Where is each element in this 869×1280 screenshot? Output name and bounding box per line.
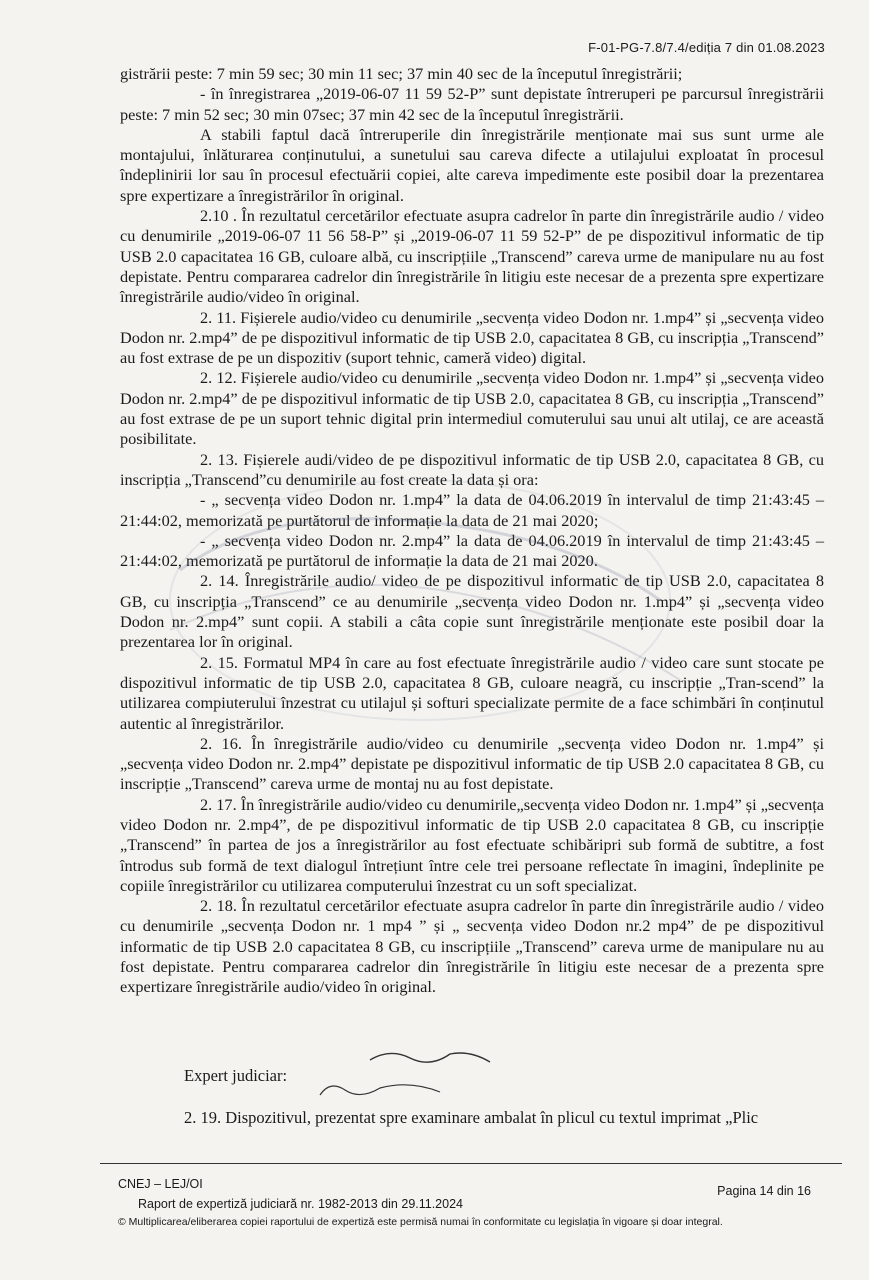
paragraph-original-required: A stabili faptul dacă întreruperile din înregistrările menționate mai sus sunt urme ale montajului, înlăturarea conținutului, a sunetului sau careva difecte a utilajului exploatat în procesul îndeplinirii lor sau în procesul efectuării copiei, alte careva impedimente este posibil doar la prezentarea spre expertizare a înregistrărilor în original. (120, 124, 824, 205)
paragraph-2-11: 2. 11. Fișierele audio/video cu denumirile „secvența video Dodon nr. 1.mp4” și „secvența video Dodon nr. 2.mp4” de pe dispozitivul informatic de tip USB 2.0, capacitatea 8 GB, cu inscripția „Transcend” au fost extrase de pe un dispozitiv (suport tehnic, cameră video) digital. (120, 307, 824, 368)
paragraph-2-18: 2. 18. În rezultatul cercetărilor efectuate asupra cadrelor în parte din înregistrările audio / video cu denumirile „secvența Dodon nr. 1 mp4 ” și „ secvența video Dodon nr.2 mp4” de pe dispozitivul informatic de tip USB 2.0 capacitatea 8 GB, cu inscripțiile „Transcend” careva urme de manipulare nu au fost depistate. Pentru compararea cadrelor din înregistrările în litigiu este necesar de a prezenta spre expertizare înregistrările audio/video în original. (120, 896, 824, 997)
paragraph-2-19: 2. 19. Dispozitivul, prezentat spre examinare ambalat în plicul cu textul imprimat „Plic (184, 1108, 759, 1127)
expert-label: Expert judiciar: (184, 1066, 288, 1085)
footer-divider (100, 1163, 842, 1164)
copyright-notice: © Multiplicarea/eliberarea copiei raportului de expertiză este permisă numai în conformitate cu legislația în vigoare și doar integral. (118, 1216, 723, 1228)
paragraph-2-13-item-2: - „ secvența video Dodon nr. 2.mp4” la data de 04.06.2019 în intervalul de timp 21:43:45 – 21:44:02, memorizată pe purtătorul de informație la data de 21 mai 2020. (120, 530, 824, 571)
footer-org: CNEJ – LEJ/OI (118, 1177, 203, 1191)
paragraph-2-16: 2. 16. În înregistrările audio/video cu denumirile „secvența video Dodon nr. 1.mp4” și „secvența video Dodon nr. 2.mp4” depistate pe dispozitivul informatic de tip USB 2.0 capacitatea 8 GB, cu inscripție „Transcend” careva urme de montaj nu au fost depistate. (120, 733, 824, 794)
paragraph-continuation: gistrării peste: 7 min 59 sec; 30 min 11 sec; 37 min 40 sec de la începutul înregistrării; (120, 64, 683, 83)
paragraph-2-15: 2. 15. Formatul MP4 în care au fost efectuate înregistrările audio / video care sunt stocate pe dispozitivul informatic de tip USB 2.0, capacitatea 8 GB, culoare neagră, cu inscripție „Tran-scend” la utilizarea compiuterului înzestrat cu utilajul și softuri specializate permite de a face schimbări în conținutul autentic al înregistrărilor. (120, 652, 824, 733)
paragraph-2-13: 2. 13. Fișierele audi/video de pe dispozitivul informatic de tip USB 2.0, capacitatea 8 GB, cu inscripția „Transcend”cu denumirile au fost create la data și ora: (120, 449, 824, 489)
paragraph-2-17: 2. 17. În înregistrările audio/video cu denumirile„secvența video Dodon nr. 1.mp4” și „secvența video Dodon nr. 2.mp4”, de pe dispozitivul informatic de tip USB 2.0 capacitatea 8 GB, cu inscripție „Transcend” în partea de jos a înregistrărilor au fost efectuate schibăripri sub formă de subtitre, a fost întrodus sub formă de text dialogul întrețiunt între cele trei persoane reflectate în imagini, îndeplinite pe copiile înregistrărilor cu utilizarea computerului înzestrat cu un soft specializat. (120, 794, 824, 895)
footer-report: Raport de expertiză judiciară nr. 1982-2013 din 29.11.2024 (138, 1197, 463, 1211)
paragraph-2-13-item-1: - „ secvența video Dodon nr. 1.mp4” la data de 04.06.2019 în intervalul de timp 21:43:45 – 21:44:02, memorizată pe purtătorul de informație la data de 21 mai 2020; (120, 490, 824, 530)
signature-icon (300, 1040, 560, 1110)
form-code: F-01-PG-7.8/7.4/ediția 7 din 01.08.2023 (588, 40, 825, 55)
paragraph-2-14: 2. 14. Înregistrările audio/ video de pe dispozitivul informatic de tip USB 2.0, capacitatea 8 GB, cu inscripția „Transcend” ce au denumirile „secvența video Dodon nr. 1.mp4” și „secvența video Dodon nr. 2.mp4” sunt copii. A stabili a câta copie sunt înregistrările menționate este posibil doar la prezentarea lor în original. (120, 571, 824, 652)
paragraph-recording-interruptions: - în înregistrarea „2019-06-07 11 59 52-P” sunt depistate întreruperi pe parcursul înregistrării peste: 7 min 52 sec; 30 min 07sec; 37 min 42 sec de la începutul înregistrării. (120, 84, 824, 124)
paragraph-2-10: 2.10 . În rezultatul cercetărilor efectuate asupra cadrelor în parte din înregistrările audio / video cu denumirile „2019-06-07 11 56 58-P” și „2019-06-07 11 59 52-P” de pe dispozitivul informatic de tip USB 2.0 capacitatea 16 GB, culoare albă, cu inscripțiile „Transcend” careva urme de manipulare nu au fost depistate. Pentru compararea cadrelor din înregistrările în litigiu este necesar de a prezenta spre expertizare înregistrările audio/video în original. (120, 206, 824, 307)
paragraph-2-12: 2. 12. Fișierele audio/video cu denumirile „secvența video Dodon nr. 1.mp4” și „secvența video Dodon nr. 2.mp4” de pe dispozitivul informatic de tip USB 2.0, capacitatea 8 GB, cu inscripția „Transcend” au fost extrase de pe un suport tehnic digital prin intermediul comuterului sau unui alt utilaj, ce are această posibilitate. (120, 368, 824, 449)
footer-left (118, 1174, 463, 1214)
body-text (120, 64, 824, 998)
page-number: Pagina 14 din 16 (717, 1184, 811, 1198)
